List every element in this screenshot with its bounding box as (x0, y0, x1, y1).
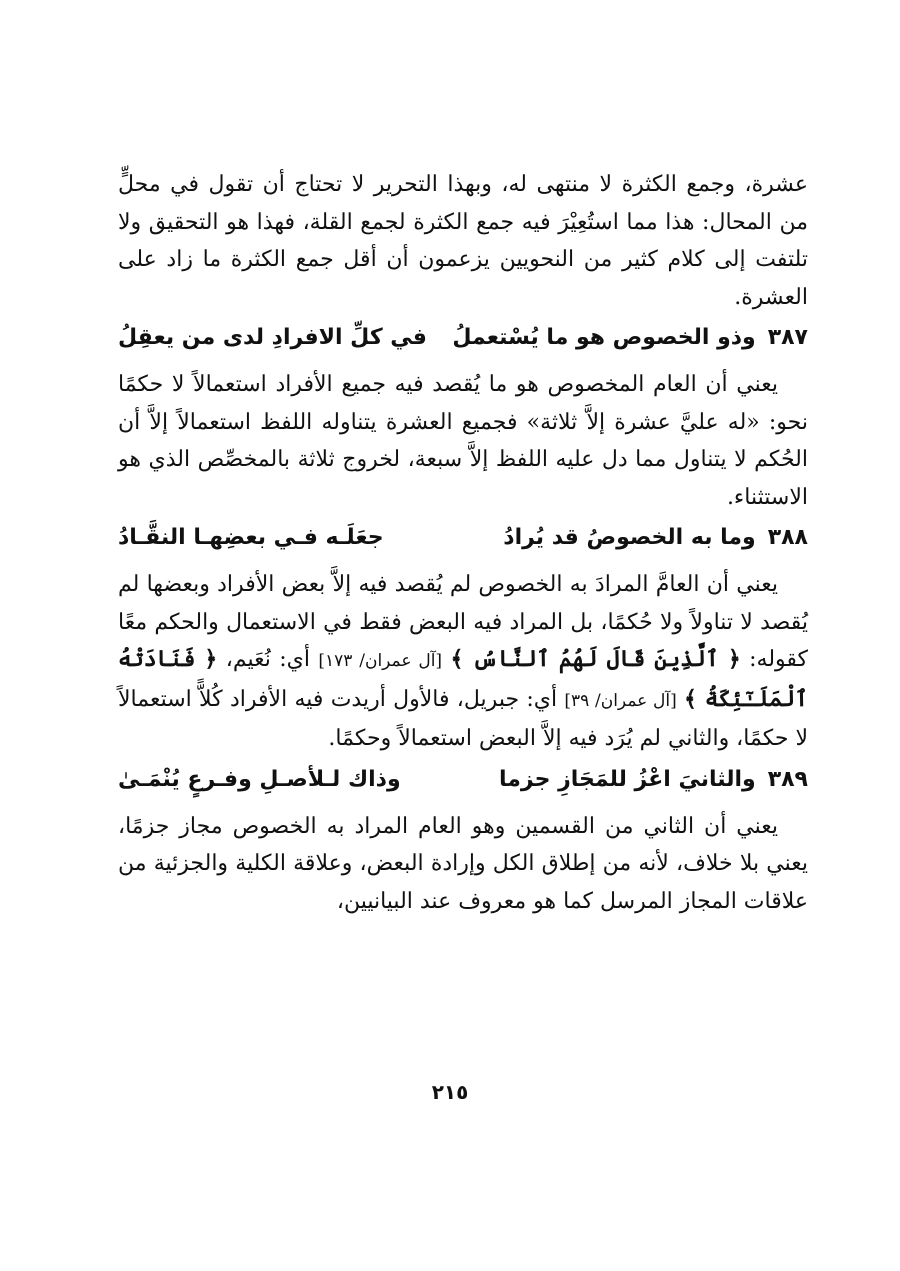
verse-first-hemistich: والثانيَ اعْزُ للمَجَازِ جزما (499, 766, 756, 792)
paragraph-3 (118, 566, 808, 758)
verse-389 (118, 760, 808, 800)
quran-quote-1: ﴿ ٱلَّذِينَ قَالَ لَهُمُ ٱلنَّاسُ ﴾ (450, 646, 741, 672)
paragraph-4: يعني أن الثاني من القسمين وهو العام المراد به الخصوص مجاز جزمًا، يعني بلا خلاف، لأنه من إطلاق الكل وإرادة البعض، وعلاقة الكلية والجزئية من علاقات المجاز المرسل كما هو معروف عند البيانيين، (118, 813, 808, 914)
paragraph-3-text-a: يعني أن العامَّ المرادَ به الخصوص لم يُقصد فيه إلاَّ بعض الأفراد وبعضها لم يُقصد لا تناولاً ولا حُكمًا، بل المراد فيه البعض فقط في الاستعمال والحكم معًا كقوله: (118, 572, 809, 672)
verse-second-hemistich: جعَلَـه فـي بعضِهـا النقَّـادُ (118, 525, 384, 550)
verse-first-hemistich: وما به الخصوصُ قد يُرادُ (503, 525, 756, 550)
verse-387 (118, 318, 808, 358)
paragraph-1: عشرة، وجمع الكثرة لا منتهى له، وبهذا التحرير لا تحتاج أن تقول في محلٍّ من المحال: هذا مما استُعِيْرَ فيه جمع الكثرة لجمع القلة، فهذا هو التحقيق ولا تلتفت إلى كلام كثير من النحويين يزعمون أن أقل جمع الكثرة ما زاد على العشرة. (118, 172, 808, 310)
paragraph-2: يعني أن العام المخصوص هو ما يُقصد فيه جميع الأفراد استعمالاً لا حكمًا نحو: «له عليَّ عشرة إلاَّ ثلاثة» فجميع العشرة يتناوله اللفظ استعمالاً إلاَّ أن الحُكم لا يتناول مما دل عليه اللفظ إلاَّ سبعة، لخروج ثلاثة بالمخصِّص الذي هو الاستثناء. (118, 372, 808, 510)
verse-second-hemistich: في كلِّ الافرادِ لدى من يعقِلُ (118, 325, 427, 350)
page-body (118, 166, 808, 920)
quran-reference-2: [آل عمران/ ٣٩] (564, 690, 677, 711)
page-number: ٢١٥ (431, 1080, 469, 1104)
paragraph-3-text-b: أي: نُعَيم، (225, 647, 310, 672)
paragraph-3-text-c: أي: جبريل، فالأول أريدت فيه الأفراد كُلاًّ استعمالاً لا حكمًا، والثاني لم يُرَد فيه إلاَّ البعض استعمالاً وحكمًا. (118, 686, 808, 751)
verse-second-hemistich: وذاك لـلأصـلِ وفـرعٍ يُنْمَـىٰ (118, 766, 401, 792)
verse-number: ٣٨٨ (767, 525, 808, 550)
verse-number: ٣٨٧ (767, 325, 808, 350)
quran-reference-1: [آل عمران/ ١٧٣] (318, 651, 443, 671)
verse-388 (118, 518, 808, 558)
quran-quote-2: ﴿ فَنَادَتْهُ ٱلْمَلَـٰٓئِكَةُ ﴾ (118, 646, 808, 712)
verse-number: ٣٨٩ (767, 766, 808, 792)
verse-first-hemistich: وذو الخصوص هو ما يُسْتعملُ (452, 325, 756, 350)
